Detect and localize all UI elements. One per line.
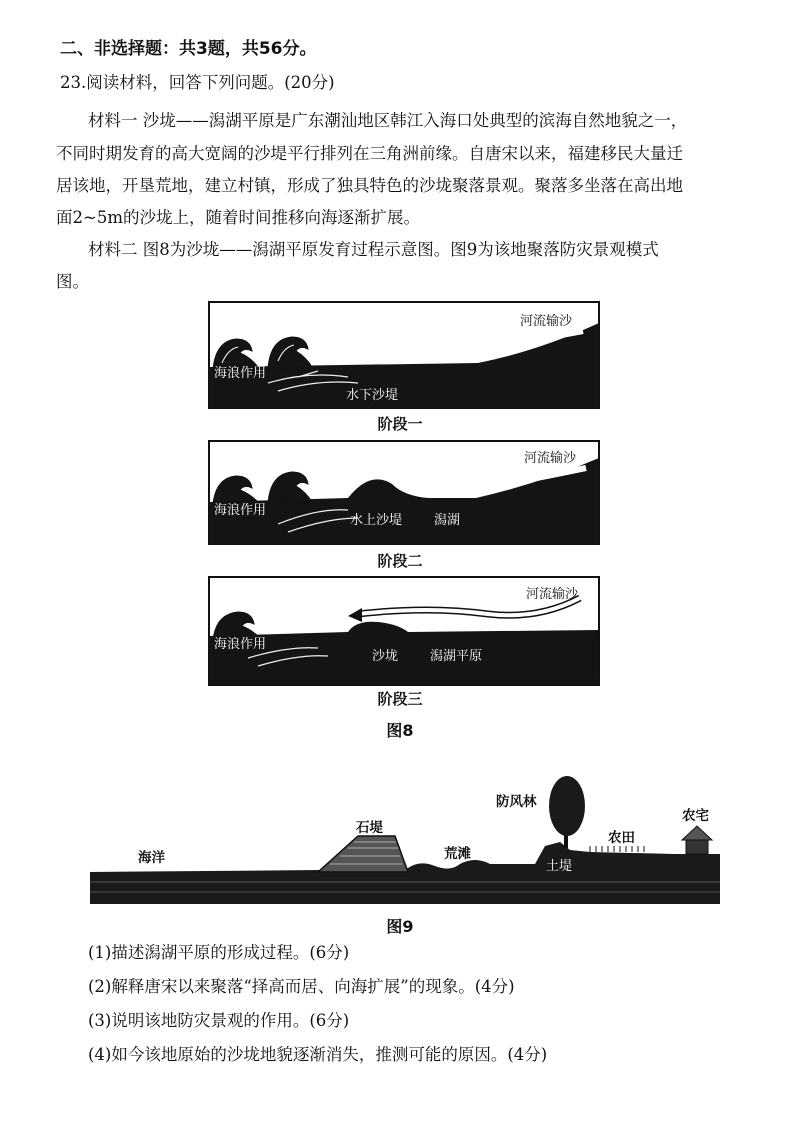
figure9-diagram xyxy=(90,768,720,908)
fig9-earth-dike-label: 土堤 xyxy=(546,859,573,874)
fig9-sea-label: 海洋 xyxy=(138,850,165,866)
material1-line-4: 面2~5m的沙垅上，随着时间推移向海逐渐扩展。 xyxy=(56,208,420,227)
crop-icon xyxy=(590,846,644,852)
section-heading: 二、非选择题：共3题，共56分。 xyxy=(60,39,317,59)
material1-line-3: 居该地，开垦荒地，建立村镇，形成了独具特色的沙垅聚落景观。聚落多坐落在高出地 xyxy=(56,176,683,195)
fig9-windbreak-label: 防风林 xyxy=(496,794,537,810)
fig9-house-label: 农宅 xyxy=(682,808,709,824)
figure8-stage1-caption: 阶段一 xyxy=(377,415,423,433)
stage3-river-label: 河流输沙 xyxy=(526,587,579,602)
fig9-farmland-label: 农田 xyxy=(608,830,635,846)
figure8-stage3-diagram xyxy=(208,576,600,686)
stage2-river-label: 河流输沙 xyxy=(524,451,577,466)
figure8-caption: 图8 xyxy=(386,721,414,740)
house-icon xyxy=(682,826,712,854)
stage3-feature-label: 沙垅 xyxy=(372,649,399,664)
sub-question-3: (3)说明该地防灾景观的作用。(6分) xyxy=(88,1011,350,1030)
stage1-feature-label: 水下沙堤 xyxy=(346,388,399,403)
tree-icon xyxy=(549,776,585,848)
material2-line-1: 材料二 图8为沙垅——潟湖平原发育过程示意图。图9为该地聚落防灾景观模式 xyxy=(88,240,659,259)
stage1-river-label: 河流输沙 xyxy=(520,314,573,329)
stone-dike-icon xyxy=(318,836,408,872)
figure8-stage2-diagram xyxy=(208,440,600,545)
stage2-lagoon-label: 潟湖 xyxy=(434,513,461,528)
material1-line-2: 不同时期发育的高大宽阔的沙堤平行排列在三角洲前缘。自唐宋以来，福建移民大量迁 xyxy=(56,144,683,163)
stage3-wave-label: 海浪作用 xyxy=(214,637,267,652)
sub-question-2: (2)解释唐宋以来聚落“择高而居、向海扩展”的现象。(4分) xyxy=(88,977,515,996)
fig9-stone-dike-label: 石堤 xyxy=(356,820,383,836)
sub-question-4: (4)如今该地原始的沙垅地貌逐渐消失，推测可能的原因。(4分) xyxy=(88,1045,548,1064)
question-title: 23.阅读材料，回答下列问题。(20分) xyxy=(60,73,335,92)
figure8-stage3-caption: 阶段三 xyxy=(377,690,423,708)
material1-line-1: 材料一 沙垅——潟湖平原是广东潮汕地区韩江入海口处典型的滨海自然地貌之一， xyxy=(88,111,688,130)
figure8-stage1-diagram xyxy=(208,301,600,409)
figure9-caption: 图9 xyxy=(386,917,414,936)
material2-line-2: 图。 xyxy=(56,272,89,291)
stage2-wave-label: 海浪作用 xyxy=(214,503,267,518)
figure8-stage2-caption: 阶段二 xyxy=(377,552,423,570)
sub-question-1: (1)描述潟湖平原的形成过程。(6分) xyxy=(88,943,350,962)
stage1-wave-label: 海浪作用 xyxy=(214,366,267,381)
stage3-lagoon-label: 潟湖平原 xyxy=(430,649,483,664)
fig9-beach-label: 荒滩 xyxy=(444,846,471,862)
stage2-feature-label: 水上沙堤 xyxy=(350,513,403,528)
